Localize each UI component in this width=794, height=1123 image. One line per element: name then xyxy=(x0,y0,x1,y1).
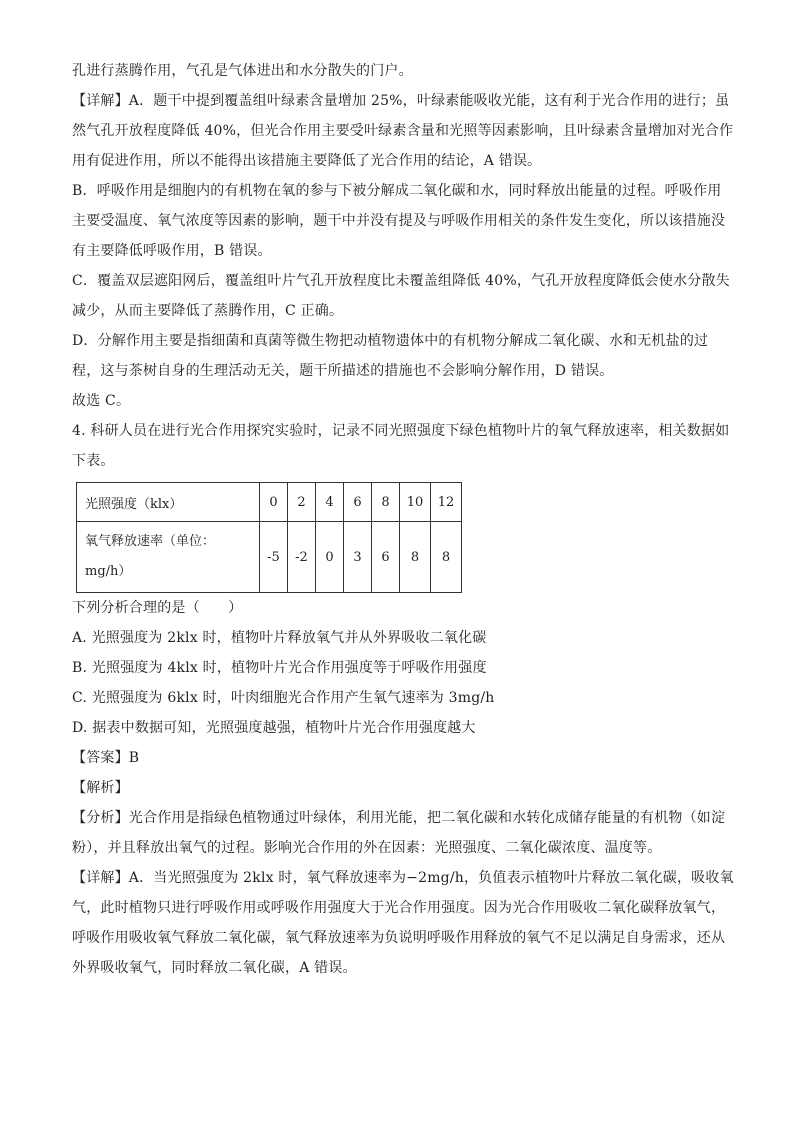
table-cell: -5 xyxy=(260,522,288,593)
text-line: B．呼吸作用是细胞内的有机物在氧的参与下被分解成二氧化碳和水，同时释放出能量的过程。呼吸作用 xyxy=(72,183,722,199)
data-table xyxy=(76,482,462,593)
table-cell: 2 xyxy=(288,483,316,522)
table-cell: 10 xyxy=(400,483,431,522)
table-cell: 8 xyxy=(431,522,462,593)
text-line: 程，这与茶树自身的生理活动无关，题干所描述的措施也不会影响分解作用，D 错误。 xyxy=(72,363,614,379)
text-line: 呼吸作用吸收氧气释放二氧化碳，氧气释放速率为负说明呼吸作用释放的氧气不足以满足自身需求，还从 xyxy=(72,930,726,946)
question-line: 4. 科研人员在进行光合作用探究实验时，记录不同光照强度下绿色植物叶片的氧气释放速率，相关数据如 xyxy=(72,423,730,439)
table-row-header xyxy=(77,522,260,593)
text-line: 然气孔开放程度降低 40%，但光合作用主要受叶绿素含量和光照等因素影响，且叶绿素含量增加对光合作 xyxy=(72,123,734,139)
text-line: 气，此时植物只进行呼吸作用或呼吸作用强度大于光合作用强度。因为光合作用吸收二氧化碳释放氧气， xyxy=(72,900,726,916)
option-a: A. 光照强度为 2klx 时，植物叶片释放氧气并从外界吸收二氧化碳 xyxy=(72,630,487,646)
question-prompt: 下列分析合理的是（ ） xyxy=(72,600,243,616)
text-line: C．覆盖双层遮阳网后，覆盖组叶片气孔开放程度比未覆盖组降低 40%，气孔开放程度降低会使水分散失 xyxy=(72,273,730,289)
text-line: 【分析】光合作用是指绿色植物通过叶绿体，利用光能，把二氧化碳和水转化成储存能量的有机物（如淀 xyxy=(72,810,726,826)
table-cell: 6 xyxy=(372,522,400,593)
table-cell: 0 xyxy=(260,483,288,522)
analysis-heading: 【解析】 xyxy=(72,780,129,796)
text-line: 故选 C。 xyxy=(72,393,131,409)
text-line: 【详解】A．当光照强度为 2klx 时，氧气释放速率为−2mg/h，负值表示植物叶片释放二氧化碳，吸收氧 xyxy=(72,870,734,886)
text-line: 减少，从而主要降低了蒸腾作用，C 正确。 xyxy=(72,303,344,319)
table-cell: 12 xyxy=(431,483,462,522)
table-cell: 6 xyxy=(344,483,372,522)
table-row xyxy=(77,483,462,522)
text-line: 粉），并且释放出氧气的过程。影响光合作用的外在因素：光照强度、二氧化碳浓度、温度等。 xyxy=(72,840,662,856)
text-line: D．分解作用主要是指细菌和真菌等微生物把动植物遗体中的有机物分解成二氧化碳、水和无机盐的过 xyxy=(72,333,709,349)
table-row-header: 光照强度（klx） xyxy=(77,483,260,522)
table-cell: 8 xyxy=(400,522,431,593)
question-line: 下表。 xyxy=(72,453,115,469)
text-line: 孔进行蒸腾作用，气孔是气体进出和水分散失的门户。 xyxy=(72,63,413,79)
table-header-line: mg/h） xyxy=(85,564,132,579)
table-row xyxy=(77,522,462,593)
option-d: D. 据表中数据可知，光照强度越强，植物叶片光合作用强度越大 xyxy=(72,720,476,736)
table-cell: 3 xyxy=(344,522,372,593)
table-cell: 0 xyxy=(316,522,344,593)
document-content xyxy=(72,62,734,989)
table-cell: 4 xyxy=(316,483,344,522)
text-line: 用有促进作用，所以不能得出该措施主要降低了光合作用的结论，A 错误。 xyxy=(72,153,542,169)
text-line: 外界吸收氧气，同时释放二氧化碳，A 错误。 xyxy=(72,960,357,976)
table-header-line: 氧气释放速率（单位： xyxy=(85,534,216,549)
table-cell: 8 xyxy=(372,483,400,522)
answer-line: 【答案】B xyxy=(72,750,140,766)
text-line: 有主要降低呼吸作用，B 错误。 xyxy=(72,243,272,259)
text-line: 主要受温度、氧气浓度等因素的影响，题干中并没有提及与呼吸作用相关的条件发生变化，所以该措施没 xyxy=(72,213,726,229)
option-b: B. 光照强度为 4klx 时，植物叶片光合作用强度等于呼吸作用强度 xyxy=(72,660,487,676)
table-cell: -2 xyxy=(288,522,316,593)
option-c: C. 光照强度为 6klx 时，叶肉细胞光合作用产生氧气速率为 3mg/h xyxy=(72,690,495,706)
text-line: 【详解】A．题干中提到覆盖组叶绿素含量增加 25%，叶绿素能吸收光能，这有利于光合作用的进行；虽 xyxy=(72,93,730,109)
